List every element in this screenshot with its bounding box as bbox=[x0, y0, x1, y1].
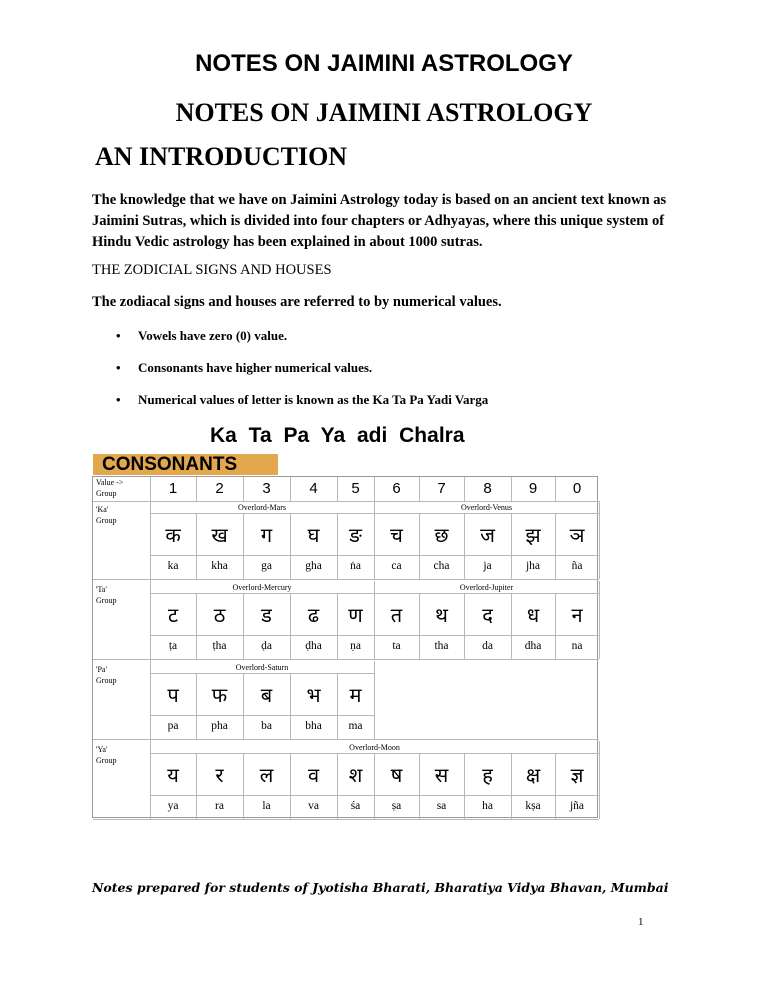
letter: ब bbox=[260, 683, 273, 707]
value-header: 2 bbox=[215, 480, 224, 497]
letter: ख bbox=[211, 523, 228, 547]
group-word: Group bbox=[96, 596, 117, 605]
transliteration: ma bbox=[348, 720, 363, 732]
row-divider bbox=[150, 715, 374, 716]
letter: ज्ञ bbox=[570, 763, 584, 787]
overlord-label: Overlord-Saturn bbox=[235, 663, 289, 672]
intro-paragraph: The knowledge that we have on Jaimini Astrology today is based on an ancient text known as Jaimini Sutras, which is divided into four chapters or Adhyayas, where this unique system of Hindu Vedic astrology has been explained in about 1000 sutras. bbox=[92, 192, 667, 250]
col-divider bbox=[599, 581, 600, 659]
letter: त bbox=[390, 603, 403, 627]
running-header: NOTES ON JAIMINI ASTROLOGY bbox=[195, 50, 573, 77]
transliteration: cha bbox=[433, 560, 450, 572]
col-divider bbox=[511, 593, 512, 659]
page-number: 1 bbox=[638, 916, 644, 928]
letter: थ bbox=[435, 603, 448, 627]
letter: ण bbox=[348, 603, 363, 627]
group-name: 'Ta' bbox=[96, 585, 107, 594]
col-divider bbox=[290, 513, 291, 579]
row-divider bbox=[93, 739, 599, 740]
col-divider bbox=[511, 477, 512, 501]
group-label: Group bbox=[96, 489, 117, 498]
intro-heading: AN INTRODUCTION bbox=[95, 142, 348, 171]
transliteration: ja bbox=[483, 560, 492, 572]
col-divider bbox=[374, 513, 375, 579]
col-divider bbox=[374, 593, 375, 659]
transliteration: ba bbox=[261, 720, 272, 732]
letter: ढ bbox=[307, 603, 320, 627]
letter: र bbox=[215, 763, 224, 787]
overlord-label: Overlord-Moon bbox=[349, 743, 400, 752]
value-header: 4 bbox=[309, 480, 318, 497]
col-divider bbox=[290, 673, 291, 739]
col-divider bbox=[555, 477, 556, 501]
transliteration: ṅa bbox=[350, 560, 361, 572]
group-word: Group bbox=[96, 516, 117, 525]
letter: भ bbox=[306, 683, 321, 707]
group-word: Group bbox=[96, 676, 117, 685]
col-divider bbox=[150, 477, 151, 817]
col-divider bbox=[196, 513, 197, 579]
letter: ल bbox=[259, 763, 274, 787]
transliteration: na bbox=[571, 640, 583, 652]
transliteration: ta bbox=[392, 640, 401, 652]
col-divider bbox=[290, 593, 291, 659]
letter: व bbox=[307, 763, 320, 787]
letter: ङ bbox=[349, 523, 362, 547]
transliteration: ṇa bbox=[350, 640, 361, 652]
value-header: 1 bbox=[168, 480, 178, 497]
chart-title: Ka Ta Pa Ya adi Chalra bbox=[210, 424, 465, 447]
letter: न bbox=[571, 603, 583, 627]
col-divider bbox=[419, 477, 420, 501]
letter: छ bbox=[434, 523, 449, 547]
transliteration: ña bbox=[571, 560, 583, 572]
transliteration: pa bbox=[167, 720, 179, 732]
col-divider bbox=[464, 593, 465, 659]
col-divider bbox=[419, 593, 420, 659]
transliteration: pha bbox=[211, 720, 228, 732]
value-header: 5 bbox=[351, 480, 360, 497]
letter: म bbox=[349, 683, 362, 707]
transliteration: ga bbox=[261, 560, 272, 572]
value-header: 3 bbox=[262, 480, 271, 497]
zodiac-paragraph: The zodiacal signs and houses are referred to by numerical values. bbox=[92, 294, 502, 310]
transliteration: kha bbox=[211, 560, 228, 572]
col-divider bbox=[337, 477, 338, 501]
letter: च bbox=[390, 523, 403, 547]
col-divider bbox=[374, 661, 375, 739]
row-divider bbox=[93, 501, 599, 502]
transliteration: la bbox=[262, 800, 271, 812]
col-divider bbox=[599, 741, 600, 819]
letter: ञ bbox=[569, 523, 585, 547]
row-divider bbox=[93, 579, 599, 580]
letter: ष bbox=[390, 763, 403, 787]
letter: श bbox=[348, 763, 363, 787]
bullet-item: • Numerical values of letter is known as the Ka Ta Pa Yadi Varga bbox=[116, 392, 489, 407]
row-divider bbox=[150, 673, 374, 674]
letter: घ bbox=[307, 523, 320, 547]
col-divider bbox=[419, 753, 420, 819]
col-divider bbox=[243, 513, 244, 579]
value-header: 9 bbox=[528, 480, 538, 497]
letter: ध bbox=[526, 603, 540, 627]
ka-ta-pa-yadi-table bbox=[92, 476, 598, 818]
consonants-label: CONSONANTS bbox=[93, 454, 278, 475]
letter: क्ष bbox=[525, 763, 541, 787]
section-heading: THE ZODICIAL SIGNS AND HOUSES bbox=[92, 262, 332, 278]
col-divider bbox=[337, 513, 338, 579]
col-divider bbox=[196, 673, 197, 739]
row-divider bbox=[93, 659, 599, 660]
transliteration: ṭa bbox=[168, 640, 178, 652]
bullet-icon: • bbox=[116, 360, 121, 375]
footer-note: Notes prepared for students of Jyotisha Bharati, Bharatiya Vidya Bhavan, Mumbai bbox=[92, 880, 669, 895]
group-word: Group bbox=[96, 756, 117, 765]
letter: फ bbox=[211, 683, 228, 707]
transliteration: ca bbox=[391, 560, 402, 572]
group-name: 'Ya' bbox=[96, 745, 108, 754]
col-divider bbox=[290, 753, 291, 819]
transliteration: da bbox=[482, 640, 493, 652]
overlord-label: Overlord-Mars bbox=[238, 503, 286, 512]
col-divider bbox=[243, 673, 244, 739]
transliteration: ṣa bbox=[391, 800, 402, 812]
group-name: 'Ka' bbox=[96, 505, 109, 514]
letter: प bbox=[167, 683, 179, 707]
transliteration: sa bbox=[436, 800, 447, 812]
page-title: NOTES ON JAIMINI ASTROLOGY bbox=[175, 98, 593, 127]
bullet-item: • Consonants have higher numerical values. bbox=[116, 360, 373, 375]
col-divider bbox=[374, 753, 375, 819]
letter: झ bbox=[525, 523, 541, 547]
letter: द bbox=[482, 603, 493, 627]
letter: ज bbox=[480, 523, 495, 547]
letter: ग bbox=[260, 523, 273, 547]
col-divider bbox=[511, 753, 512, 819]
bullet-item: • Vowels have zero (0) value. bbox=[116, 328, 288, 343]
row-divider bbox=[93, 819, 599, 820]
transliteration: ḍa bbox=[261, 640, 272, 652]
transliteration: ṭha bbox=[212, 640, 227, 652]
col-divider bbox=[555, 753, 556, 819]
col-divider bbox=[243, 593, 244, 659]
letter: ड bbox=[261, 603, 272, 627]
value-header: 0 bbox=[572, 480, 582, 497]
bullet-icon: • bbox=[116, 328, 121, 343]
transliteration: ka bbox=[167, 560, 179, 572]
col-divider bbox=[374, 581, 375, 593]
transliteration: tha bbox=[434, 640, 449, 652]
col-divider bbox=[419, 513, 420, 579]
col-divider bbox=[243, 753, 244, 819]
col-divider bbox=[337, 593, 338, 659]
col-divider bbox=[464, 753, 465, 819]
overlord-label: Overlord-Mercury bbox=[232, 583, 292, 592]
transliteration: ya bbox=[167, 800, 179, 812]
transliteration: jña bbox=[569, 800, 585, 812]
col-divider bbox=[196, 477, 197, 501]
col-divider bbox=[464, 513, 465, 579]
col-divider bbox=[464, 477, 465, 501]
col-divider bbox=[337, 753, 338, 819]
letter: ट bbox=[167, 603, 179, 627]
transliteration: dha bbox=[524, 640, 542, 652]
transliteration: ha bbox=[482, 800, 493, 812]
bullet-icon: • bbox=[116, 392, 121, 407]
col-divider bbox=[337, 673, 338, 739]
transliteration: ḍha bbox=[305, 640, 322, 652]
value-label: Value -> bbox=[96, 478, 124, 487]
letter: ह bbox=[482, 763, 493, 787]
col-divider bbox=[555, 513, 556, 579]
letter: क bbox=[165, 523, 181, 547]
letter: स bbox=[434, 763, 449, 787]
letter: ठ bbox=[213, 603, 226, 627]
col-divider bbox=[196, 593, 197, 659]
transliteration: ra bbox=[215, 800, 224, 812]
transliteration: jha bbox=[525, 560, 541, 572]
transliteration: bha bbox=[305, 720, 322, 732]
letter: य bbox=[167, 763, 179, 787]
col-divider bbox=[243, 477, 244, 501]
value-header: 6 bbox=[392, 480, 401, 497]
transliteration: va bbox=[308, 800, 319, 812]
col-divider bbox=[196, 753, 197, 819]
value-header: 7 bbox=[437, 480, 446, 497]
col-divider bbox=[511, 513, 512, 579]
transliteration: gha bbox=[305, 560, 322, 572]
overlord-label: Overlord-Jupiter bbox=[459, 583, 514, 592]
col-divider bbox=[290, 477, 291, 501]
col-divider bbox=[374, 477, 375, 501]
group-name: 'Pa' bbox=[96, 665, 107, 674]
col-divider bbox=[599, 501, 600, 579]
overlord-label: Overlord-Venus bbox=[460, 503, 513, 512]
value-header: 8 bbox=[483, 480, 492, 497]
col-divider bbox=[374, 501, 375, 513]
transliteration: śa bbox=[350, 800, 361, 812]
transliteration: kṣa bbox=[525, 800, 541, 812]
col-divider bbox=[555, 593, 556, 659]
